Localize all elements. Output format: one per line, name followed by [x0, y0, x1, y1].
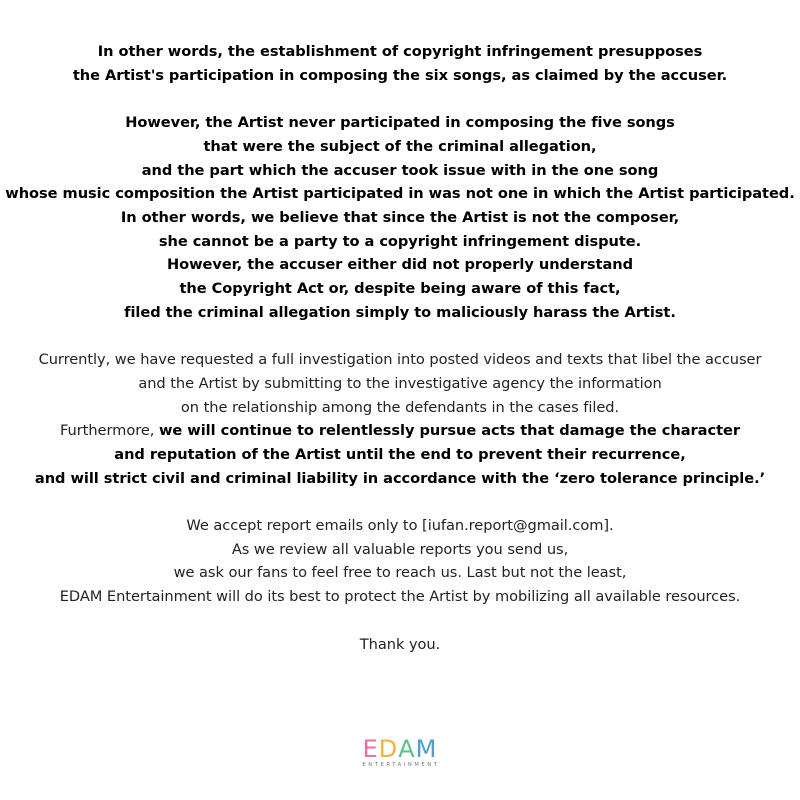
statement-body	[0, 40, 800, 656]
logo-letter-d: D	[378, 735, 399, 763]
paragraph-2	[0, 111, 800, 324]
text-line: and reputation of the Artist until the end to prevent their recurrence,	[114, 445, 686, 463]
logo-letter-m: M	[415, 735, 438, 763]
paragraph-3	[0, 348, 800, 490]
text-line: filed the criminal allegation simply to maliciously harass the Artist.	[124, 303, 676, 321]
paragraph-1	[0, 40, 800, 87]
paragraph-4	[0, 514, 800, 609]
text-line: As we review all valuable reports you send us,	[231, 540, 569, 558]
text-line: However, the accuser either did not properly understand	[166, 256, 634, 274]
text-line: whose music composition the Artist participated in was not one in which the Artist participated.	[5, 185, 795, 203]
text-line: that were the subject of the criminal allegation,	[203, 137, 597, 155]
closing	[0, 633, 800, 657]
logo-letter-a: A	[398, 735, 416, 763]
text-segment: Furthermore,	[59, 422, 159, 440]
thank-you-text: Thank you.	[359, 635, 441, 653]
logo-subtitle: ENTERTAINMENT	[362, 762, 440, 768]
text-line: EDAM Entertainment will do its best to protect the Artist by mobilizing all available resources.	[59, 588, 741, 606]
text-line: she cannot be a party to a copyright infringement dispute.	[158, 232, 642, 250]
text-segment-emphasis: we will continue to relentlessly pursue acts that damage the character	[158, 422, 740, 440]
text-line: We accept report emails only to [iufan.report@gmail.com].	[186, 517, 614, 535]
text-line: However, the Artist never participated in composing the five songs	[125, 114, 675, 132]
text-line: and the part which the accuser took issue with in the one song	[141, 161, 659, 179]
text-line: on the relationship among the defendants in the cases filed.	[180, 398, 620, 416]
logo-wordmark	[363, 737, 438, 761]
text-line: we ask our fans to feel free to reach us. Last but not the least,	[173, 564, 627, 582]
text-line-mixed	[0, 419, 800, 443]
text-line: In other words, the establishment of copyright infringement presupposes	[97, 43, 703, 60]
text-line: the Copyright Act or, despite being aware of this fact,	[179, 280, 621, 298]
logo-letter-e: E	[362, 735, 379, 763]
text-line: In other words, we believe that since the Artist is not the composer,	[120, 208, 680, 226]
text-line: and the Artist by submitting to the investigative agency the information	[138, 374, 662, 392]
text-line: the Artist's participation in composing the six songs, as claimed by the accuser.	[72, 66, 728, 84]
text-line: Currently, we have requested a full investigation into posted videos and texts that libel the accuser	[38, 351, 762, 369]
edam-logo	[0, 737, 800, 768]
text-line: and will strict civil and criminal liability in accordance with the ‘zero tolerance principle.’	[34, 469, 766, 487]
